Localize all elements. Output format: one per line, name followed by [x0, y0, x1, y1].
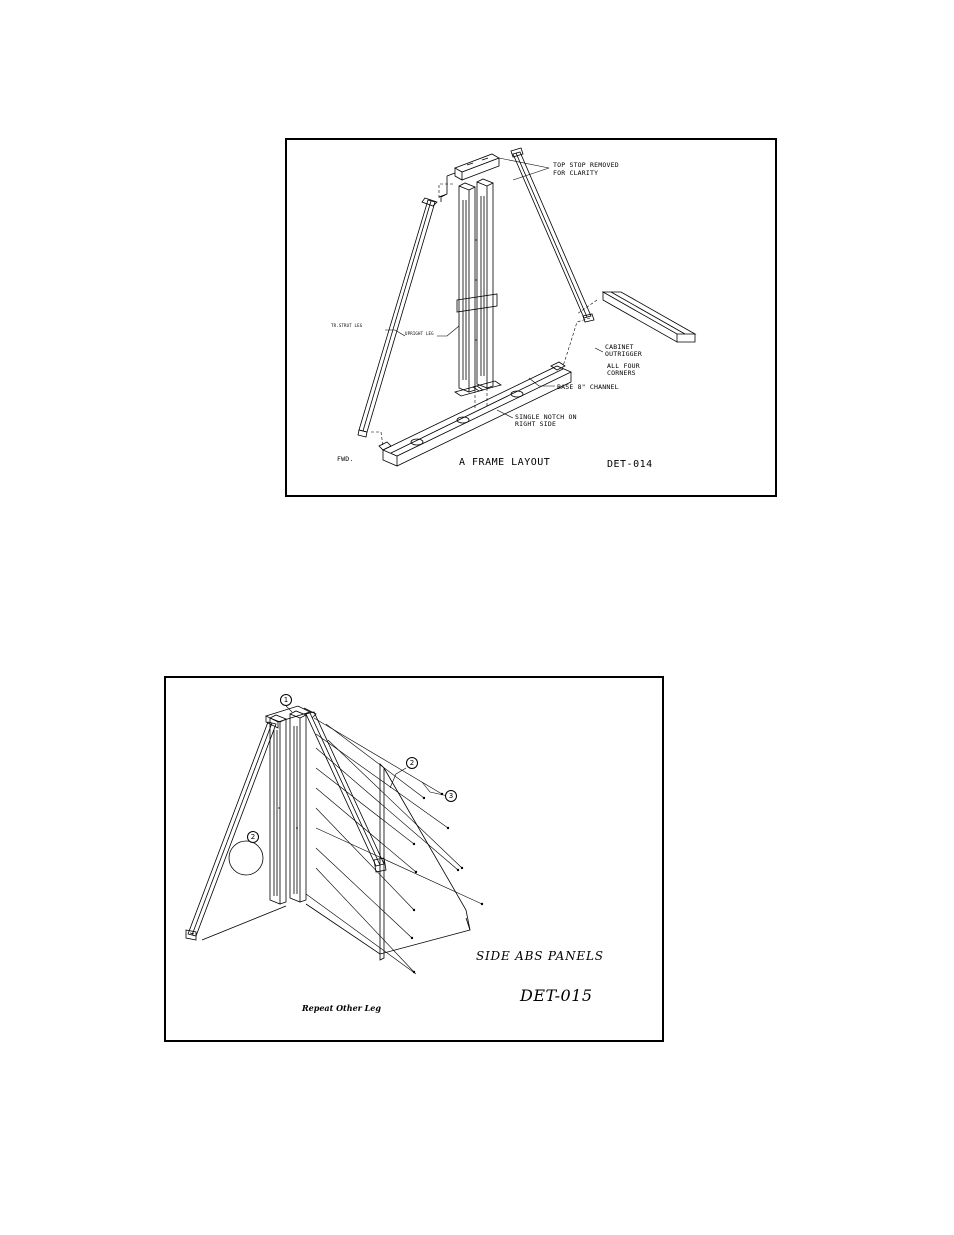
upright-leg-label: UPRIGHT LEG: [405, 331, 434, 336]
corners-label-line-1: ALL FOUR: [607, 362, 640, 370]
right-inclined-leg: [306, 712, 386, 872]
leader-lines: [385, 158, 603, 418]
side-abs-panel-outline: [202, 904, 470, 954]
notch-label-line-1: SINGLE NOTCH ON: [515, 413, 577, 421]
top-cap: [266, 706, 316, 728]
top-stop-note-line-2: FOR CLARITY: [553, 169, 599, 177]
cabinet-outrigger: [603, 292, 695, 342]
top-stop-note-line-1: TOP STOP REMOVED: [553, 161, 619, 169]
cabinet-label-line-2: OUTRIGGER: [605, 350, 643, 358]
left-strut-leg: [358, 198, 437, 437]
left-inclined-leg: [186, 722, 276, 940]
a-frame-layout-line-art: [287, 140, 775, 495]
detail-number: DET-015: [520, 986, 593, 1005]
corners-label-line-2: CORNERS: [607, 369, 636, 377]
item-balloon-3: 3: [445, 790, 457, 802]
fastener-lines: [306, 718, 482, 974]
item-balloon-hole: 2: [247, 831, 259, 843]
base-channel-label: BASE 8" CHANNEL: [557, 383, 619, 391]
upright-legs: [270, 711, 306, 904]
notch-label-line-2: RIGHT SIDE: [515, 420, 557, 428]
access-hole: [229, 841, 263, 875]
upright-legs: [457, 179, 497, 392]
forward-indicator: FWD.: [337, 455, 354, 463]
cabinet-label-line-1: CABINET: [605, 343, 634, 351]
drawing-title: A FRAME LAYOUT: [459, 457, 551, 468]
strut-leg-label: TR.STRUT LEG: [331, 323, 363, 328]
base-plates: [455, 381, 501, 396]
item-balloon-1: 1: [280, 694, 292, 706]
item-balloon-2: 2: [406, 757, 418, 769]
detail-number: DET-014: [607, 459, 653, 470]
side-abs-panels-label: SIDE ABS PANELS: [476, 949, 604, 963]
det-015-drawing-frame: [164, 676, 664, 1042]
det-014-drawing-frame: [285, 138, 777, 497]
fastener-points: [411, 793, 483, 973]
balloon-leaders: [286, 706, 448, 796]
repeat-other-leg-note: Repeat Other Leg: [302, 1003, 381, 1013]
